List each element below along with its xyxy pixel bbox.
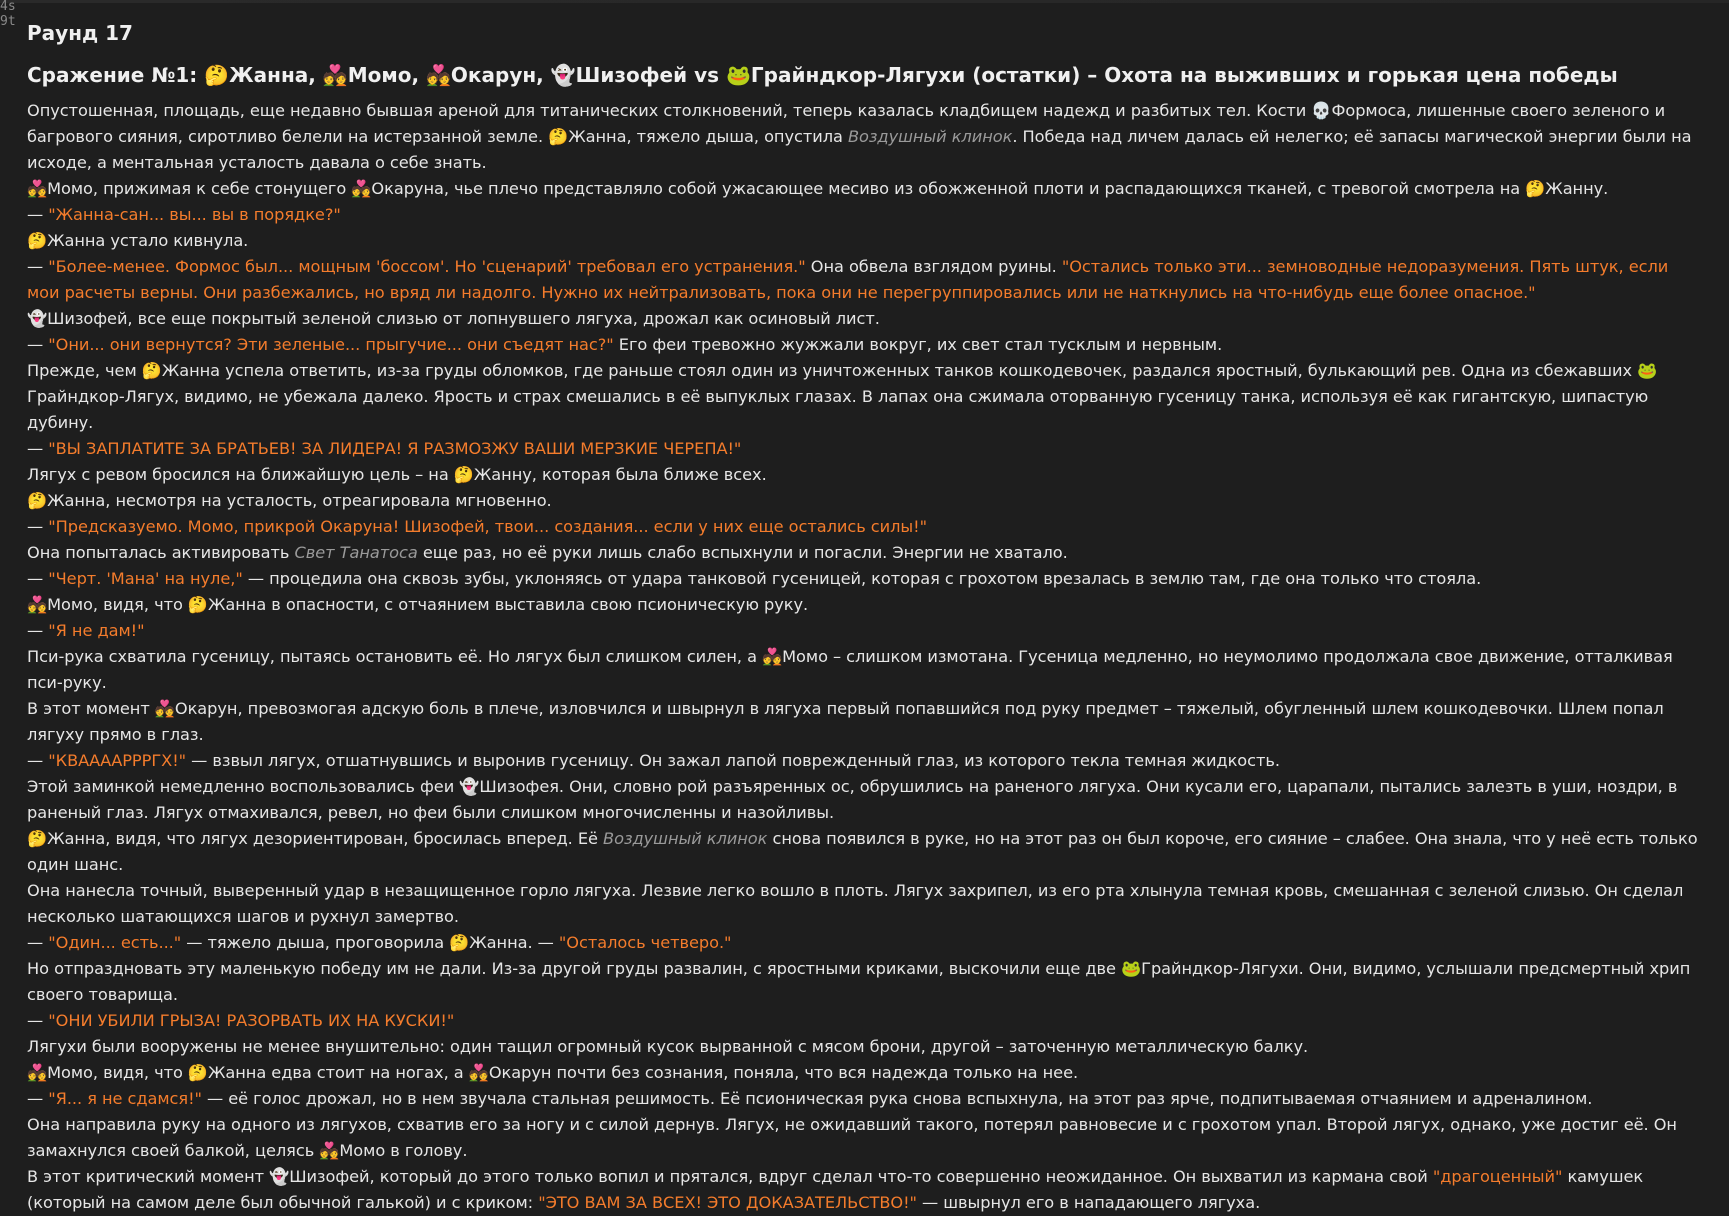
story-paragraph: [27, 956, 1702, 1008]
narration-text: Этой заминкой немедленно воспользовались феи 👻Шизофея. Они, словно рой разъяренных ос, обрушились на раненого лягуха. Они кусали его, царапали, пытались залезть в уши, ноздри, в раненый глаз. Лягух отмахивался, ревел, но феи были слишком многочисленны и назойливы.: [27, 777, 1678, 822]
story-paragraph: [27, 644, 1702, 696]
story-paragraph: [27, 592, 1702, 618]
story-paragraph: [27, 618, 1702, 644]
story-paragraph: [27, 306, 1702, 332]
dialogue-quote: "Осталось четверо.": [558, 933, 732, 952]
story-paragraph: [27, 488, 1702, 514]
narration-text: Лягухи были вооружены не менее внушительно: один тащил огромный кусок вырванной с мясом брони, другой – заточенную металлическую балку.: [27, 1037, 1309, 1056]
story-paragraph: [27, 696, 1702, 748]
story-paragraph: [27, 514, 1702, 540]
battle-title: Сражение №1: 🤔Жанна, 💑Момо, 💑Окарун, 👻Шизофей vs 🐸Грайндкор-Лягухи (остатки) – Охота на выживших и горькая цена победы: [27, 63, 1618, 87]
top-edge-bar: [0, 0, 1729, 3]
dialogue-quote: "КВААААРРРГХ!": [48, 751, 187, 770]
narration-text: Она попыталась активировать: [27, 543, 295, 562]
narration-text: —: [27, 335, 49, 354]
narration-text: . Победа над личем далась ей нелегко; её запасы магической энергии были на исходе, а ментальная усталость давала о себе знать.: [27, 127, 1692, 172]
narration-text: В этот момент 💑Окарун, превозмогая адскую боль в плече, изловчился и швырнул в лягуха первый попавшийся под руку предмет – тяжелый, обугленный шлем кошкодевочки. Шлем попал лягуху прямо в глаз.: [27, 699, 1664, 744]
narration-text: 🤔Жанна, несмотря на усталость, отреагировала мгновенно.: [27, 491, 552, 510]
narration-text: Прежде, чем 🤔Жанна успела ответить, из-за груды обломков, где раньше стоял один из уничтоженных танков кошкодевочек, раздался яростный, булькающий рев. Одна из сбежавших 🐸 Грайндкор-Лягух, видимо, не убежала далеко. Ярость и страх смешались в её выпуклых глазах. В лапах она сжимала оторванную гусеницу танка, используя её как гигантскую, шипастую дубину.: [27, 361, 1658, 432]
narration-text: Пси-рука схватила гусеницу, пытаясь остановить её. Но лягух был слишком силен, а 💑Момо – слишком измотана. Гусеница медленно, но неумолимо продолжала свое движение, отталкивая пси-руку.: [27, 647, 1673, 692]
narration-text: —: [27, 933, 49, 952]
story-paragraph: [27, 436, 1702, 462]
narration-text: 🤔Жанна устало кивнула.: [27, 231, 249, 250]
story-paragraph: [27, 930, 1702, 956]
story-paragraph: [27, 1112, 1702, 1164]
story-paragraph: [27, 566, 1702, 592]
narration-text: Его феи тревожно жужжали вокруг, их свет стал тусклым и нервным.: [613, 335, 1223, 354]
story-body: [27, 98, 1702, 1216]
narration-text: 🤔Жанна, видя, что лягух дезориентирован, бросилась вперед. Её: [27, 829, 604, 848]
narration-text: —: [27, 751, 49, 770]
dialogue-quote: "Черт. 'Мана' на нуле,": [48, 569, 243, 588]
narration-text: — процедила она сквозь зубы, уклоняясь от удара танковой гусеницей, которая с грохотом врезалась в землю там, где она только что стояла.: [242, 569, 1482, 588]
story-paragraph: [27, 748, 1702, 774]
dialogue-quote: "Я не дам!": [48, 621, 145, 640]
story-paragraph: [27, 254, 1702, 306]
narration-text: —: [27, 569, 49, 588]
dialogue-quote: "Они... они вернутся? Эти зеленые... прыгучие... они съедят нас?": [48, 335, 614, 354]
spell-name: Свет Танатоса: [294, 543, 418, 562]
line-gutter: [0, 0, 18, 30]
narration-text: камушек (который на самом деле был обычной галькой) и с криком:: [27, 1167, 1644, 1212]
story-paragraph: [27, 358, 1702, 436]
story-paragraph: [27, 774, 1702, 826]
narration-text: Она нанесла точный, выверенный удар в незащищенное горло лягуха. Лезвие легко вошло в плоть. Лягух захрипел, из его рта хлынула темная кровь, смешанная с зеленой слизью. Он сделал несколько шатающихся шагов и рухнул замертво.: [27, 881, 1684, 926]
narration-text: Она обвела взглядом руины.: [805, 257, 1062, 276]
story-paragraph: [27, 540, 1702, 566]
story-paragraph: [27, 332, 1702, 358]
narration-text: —: [27, 621, 49, 640]
gutter-label: 9t: [0, 14, 16, 29]
dialogue-quote: "Остались только эти... земноводные недоразумения. Пять штук, если мои расчеты верны. Они разбежались, но вряд ли надолго. Нужно их нейтрализовать, пока они не перегруппировались или не наткнулись на что-нибудь еще более опасное.": [27, 257, 1669, 302]
dialogue-quote: "драгоценный": [1432, 1167, 1563, 1186]
story-paragraph: [27, 1164, 1702, 1216]
story-paragraph: [27, 1060, 1702, 1086]
narration-text: —: [27, 439, 49, 458]
story-paragraph: [27, 176, 1702, 202]
narration-text: —: [27, 1089, 49, 1108]
story-paragraph: [27, 1034, 1702, 1060]
dialogue-quote: "ЭТО ВАМ ЗА ВСЕХ! ЭТО ДОКАЗАТЕЛЬСТВО!": [538, 1193, 917, 1212]
story-paragraph: [27, 98, 1702, 176]
dialogue-quote: "Один... есть...": [48, 933, 182, 952]
dialogue-quote: "Более-менее. Формос был... мощным 'боссом'. Но 'сценарий' требовал его устранения.": [48, 257, 806, 276]
narration-text: Она направила руку на одного из лягухов, схватив его за ногу и с силой дернув. Лягух, не ожидавший такого, потерял равновесие и с грохотом упал. Второй лягух, однако, уже достиг её. Он замахнулся своей балкой, целясь 💑Момо в голову.: [27, 1115, 1677, 1160]
story-paragraph: [27, 1008, 1702, 1034]
dialogue-quote: "Жанна-сан... вы... вы в порядке?": [48, 205, 341, 224]
narration-text: —: [27, 257, 49, 276]
narration-text: Опустошенная, площадь, еще недавно бывшая ареной для титанических столкновений, теперь казалась кладбищем надежд и разбитых тел. Кости 💀Формоса, лишенные своего зеленого и багрового сияния, сиротливо белели на истерзанной земле. 🤔Жанна, тяжело дыша, опустила: [27, 101, 1666, 146]
narration-text: — взвыл лягух, отшатнувшись и выронив гусеницу. Он зажал лапой поврежденный глаз, из которого текла темная жидкость.: [186, 751, 1280, 770]
gutter-label: 4s: [0, 0, 16, 14]
narration-text: — швырнул его в нападающего лягуха.: [916, 1193, 1261, 1212]
dialogue-quote: "Я... я не сдамся!": [48, 1089, 202, 1108]
narration-text: 💑Момо, видя, что 🤔Жанна в опасности, с отчаянием выставила свою псионическую руку.: [27, 595, 809, 614]
narration-text: Лягух с ревом бросился на ближайшую цель – на 🤔Жанну, которая была ближе всех.: [27, 465, 767, 484]
story-paragraph: [27, 462, 1702, 488]
narration-text: —: [27, 517, 49, 536]
story-paragraph: [27, 202, 1702, 228]
story-paragraph: [27, 228, 1702, 254]
dialogue-quote: "Предсказуемо. Момо, прикрой Окаруна! Шизофей, твои... создания... если у них еще остались силы!": [48, 517, 927, 536]
message-content: [27, 18, 1702, 1216]
narration-text: 💑Момо, прижимая к себе стонущего 💑Окаруна, чье плечо представляло собой ужасающее месиво из обожженной плоти и распадающихся тканей, с тревогой смотрела на 🤔Жанну.: [27, 179, 1609, 198]
spell-name: Воздушный клинок: [847, 127, 1013, 146]
spell-name: Воздушный клинок: [603, 829, 768, 848]
dialogue-quote: "ВЫ ЗАПЛАТИТЕ ЗА БРАТЬЕВ! ЗА ЛИДЕРА! Я РАЗМОЗЖУ ВАШИ МЕРЗКИЕ ЧЕРЕПА!": [48, 439, 742, 458]
narration-text: Но отпраздновать эту маленькую победу им не дали. Из-за другой груды развалин, с яростными криками, выскочили еще две 🐸Грайндкор-Лягухи. Они, видимо, услышали предсмертный хрип своего товарища.: [27, 959, 1691, 1004]
narration-text: еще раз, но её руки лишь слабо вспыхнули и погасли. Энергии не хватало.: [417, 543, 1068, 562]
narration-text: 👻Шизофей, все еще покрытый зеленой слизью от лопнувшего лягуха, дрожал как осиновый лист.: [27, 309, 880, 328]
story-paragraph: [27, 826, 1702, 878]
story-paragraph: [27, 878, 1702, 930]
round-title: Раунд 17: [27, 21, 133, 45]
narration-text: — тяжело дыша, проговорила 🤔Жанна. —: [181, 933, 559, 952]
narration-text: — её голос дрожал, но в нем звучала стальная решимость. Её псионическая рука снова вспыхнула, на этот раз ярче, подпитываемая отчаянием и адреналином.: [201, 1089, 1593, 1108]
narration-text: снова появился в руке, но на этот раз он был короче, его сияние – слабее. Она знала, что у неё есть только один шанс.: [27, 829, 1698, 874]
story-paragraph: [27, 1086, 1702, 1112]
dialogue-quote: "ОНИ УБИЛИ ГРЫЗА! РАЗОРВАТЬ ИХ НА КУСКИ!": [48, 1011, 455, 1030]
narration-text: —: [27, 1011, 49, 1030]
narration-text: 💑Момо, видя, что 🤔Жанна едва стоит на ногах, а 💑Окарун почти без сознания, поняла, что вся надежда только на нее.: [27, 1063, 1079, 1082]
narration-text: В этот критический момент 👻Шизофей, который до этого только вопил и прятался, вдруг сделал что-то совершенно неожиданное. Он выхватил из кармана свой: [27, 1167, 1433, 1186]
narration-text: —: [27, 205, 49, 224]
